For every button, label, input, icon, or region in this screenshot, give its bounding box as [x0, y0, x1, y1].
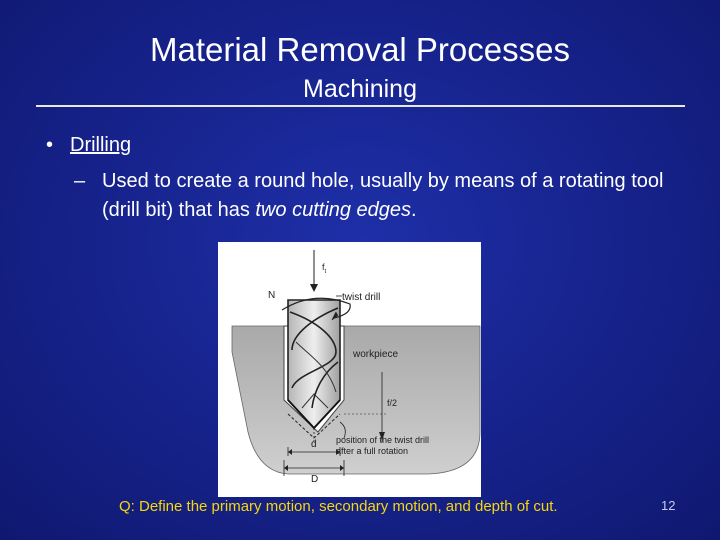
drilling-diagram: [218, 242, 481, 497]
sub-bullet-emphasis: two cutting edges: [255, 199, 412, 221]
sub-bullet-text: [102, 167, 682, 225]
title-divider: [36, 105, 685, 107]
page-number: 12: [661, 498, 676, 513]
label-ft: $f_t$: [322, 262, 327, 275]
sub-bullet-text-end: .: [411, 199, 417, 221]
sub-bullet-dash: –: [74, 170, 86, 192]
label-twist-drill: twist drill: [342, 292, 381, 303]
drilling-diagram-svg: [218, 242, 481, 497]
label-workpiece: workpiece: [353, 349, 399, 360]
bullet-dot: •: [46, 134, 54, 156]
label-position-line2: after a full rotation: [336, 446, 409, 456]
slide-title: Material Removal Processes: [150, 31, 570, 68]
discussion-question: Q: Define the primary motion, secondary motion, and depth of cut.: [119, 498, 558, 515]
feed-arrow-icon: [310, 284, 318, 292]
sub-bullet-text-main: Used to create a round hole, usually by means of a rotating tool (drill bit) that has: [102, 170, 664, 221]
label-d: d: [311, 439, 317, 450]
label-n: N: [268, 290, 276, 301]
slide-subtitle: Machining: [303, 75, 417, 103]
label-f2: f/2: [387, 398, 398, 408]
label-position-line1: position of the twist drill: [336, 435, 430, 445]
bullet-item-drilling: [46, 133, 131, 157]
bullet-label: Drilling: [70, 134, 132, 156]
label-D: D: [311, 474, 319, 485]
